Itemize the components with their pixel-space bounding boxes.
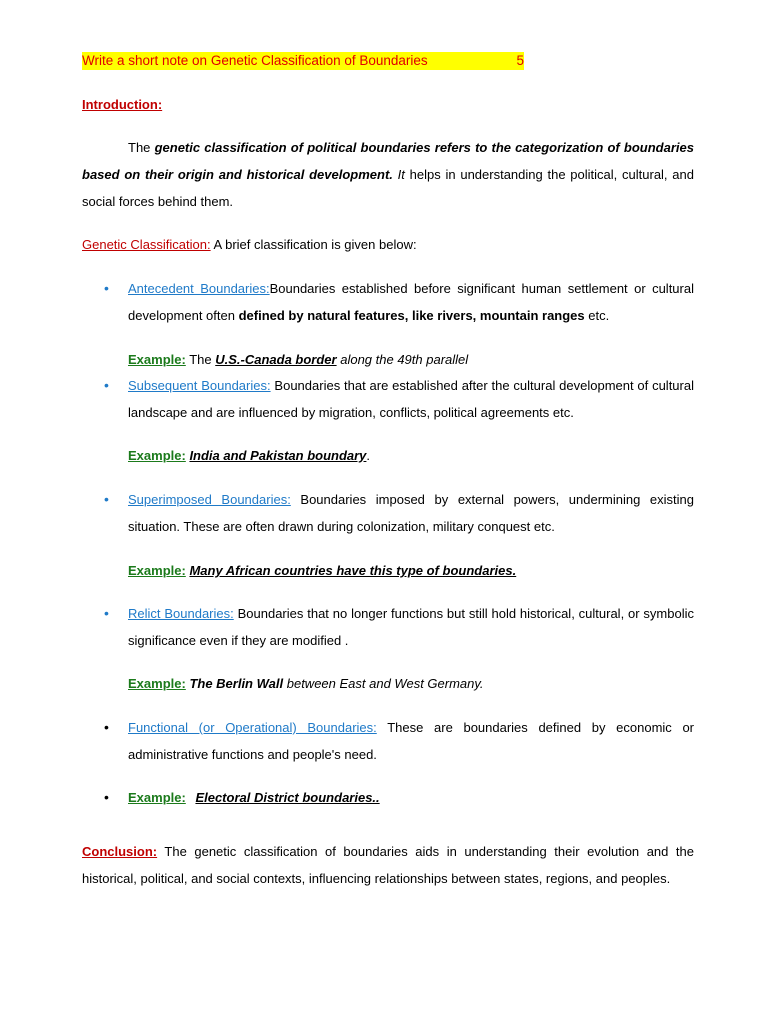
- example-main-4: The Berlin Wall: [189, 676, 284, 691]
- antecedent-text: Boundaries established before significant human settlement or cultural development often: [128, 281, 694, 323]
- bullet-6: •: [104, 789, 109, 805]
- item-subsequent: [128, 372, 694, 426]
- relict-heading: Relict Boundaries:: [128, 606, 234, 621]
- item-superimposed: [128, 486, 694, 540]
- conclusion-text: The genetic classification of boundaries aids in understanding their evolution and the historical, political, and social contexts, influencing relationships between states, regions, and peoples.: [82, 844, 694, 886]
- superimposed-heading: Superimposed Boundaries:: [128, 492, 291, 507]
- superimposed-text: Boundaries imposed by external powers, undermining existing situation. These are often drawn during colonization, military conquest etc.: [128, 492, 694, 534]
- item-antecedent: [128, 275, 694, 329]
- example-main-3: Many African countries have this type of boundaries.: [189, 563, 517, 578]
- example-main-2: India and Pakistan boundary: [189, 448, 367, 463]
- functional-heading: Functional (or Operational) Boundaries:: [128, 720, 377, 735]
- item-functional: [128, 714, 694, 768]
- subsequent-text: Boundaries that are established after the cultural development of cultural landscape and are influenced by migration, conflicts, political agreements etc.: [128, 378, 694, 420]
- item-relict: [128, 600, 694, 654]
- relict-text: Boundaries that no longer functions but still hold historical, cultural, or symbolic significance even if they are modified .: [128, 606, 695, 648]
- antecedent-etc: etc.: [588, 308, 610, 323]
- intro-heading: Introduction:: [82, 97, 163, 112]
- example-main-5: Electoral District boundaries..: [195, 790, 380, 805]
- conclusion-paragraph: [82, 838, 694, 892]
- example-antecedent: [128, 351, 468, 369]
- example-post-4: between East and West Germany.: [286, 676, 484, 691]
- functional-text: These are boundaries defined by economic or administrative functions and people's need.: [128, 720, 695, 762]
- bullet-5: •: [104, 719, 109, 735]
- example-relict: [128, 675, 484, 693]
- example-subsequent: [128, 447, 370, 465]
- example-label-4: Example:: [128, 676, 186, 691]
- antecedent-heading: Antecedent Boundaries:: [128, 281, 270, 296]
- example-functional: [128, 789, 380, 807]
- bullet-1: •: [104, 280, 109, 296]
- example-main-1: U.S.-Canada border: [215, 352, 337, 367]
- question-title: [82, 52, 524, 70]
- intro-paragraph: [82, 134, 694, 215]
- intro-lead: The: [128, 140, 151, 155]
- example-post-1: along the 49th parallel: [340, 352, 469, 367]
- intro-it: It: [397, 167, 405, 182]
- example-label-3: Example:: [128, 563, 186, 578]
- genetic-heading: Genetic Classification:: [82, 237, 211, 252]
- subsequent-heading: Subsequent Boundaries:: [128, 378, 271, 393]
- example-pre-1: The: [189, 352, 212, 367]
- example-post-2: .: [366, 448, 371, 463]
- intro-bold: genetic classification of political boundaries refers to the categorization of boundaries based on their origin and historical development.: [82, 140, 694, 182]
- title-text: Write a short note on Genetic Classification of Boundaries: [82, 53, 428, 68]
- conclusion-heading: Conclusion:: [82, 844, 158, 859]
- bullet-4: •: [104, 605, 109, 621]
- antecedent-bold: defined by natural features, like rivers, mountain ranges: [238, 308, 585, 323]
- example-label-2: Example:: [128, 448, 186, 463]
- genetic-line: [82, 236, 417, 254]
- example-label-5: Example:: [128, 790, 186, 805]
- bullet-2: •: [104, 377, 109, 393]
- example-label-1: Example:: [128, 352, 186, 367]
- example-superimposed: [128, 562, 516, 580]
- marks: 5: [516, 53, 524, 68]
- genetic-text: A brief classification is given below:: [213, 237, 417, 252]
- bullet-3: •: [104, 491, 109, 507]
- intro-rest: helps in understanding the political, cultural, and social forces behind them.: [82, 167, 694, 209]
